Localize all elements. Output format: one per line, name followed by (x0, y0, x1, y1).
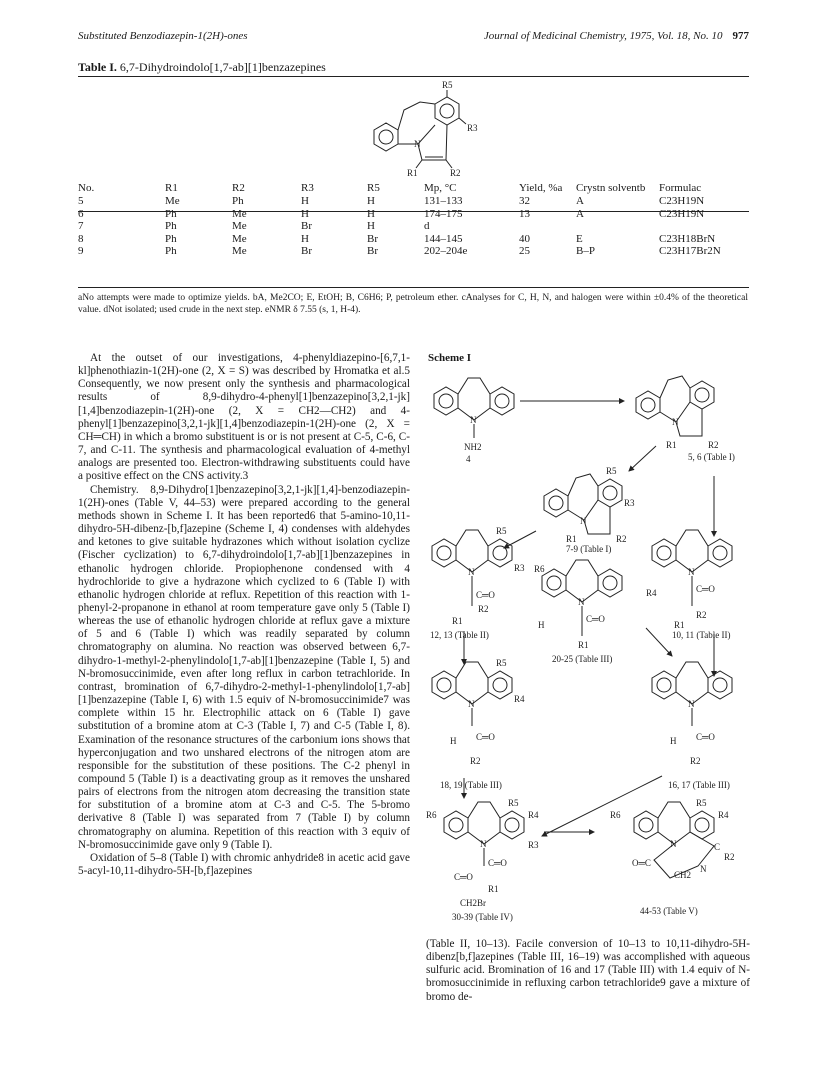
table-cell: Ph (232, 195, 244, 207)
table-caption (78, 60, 326, 75)
table-cell: H (301, 232, 309, 245)
label-44-53: 44-53 (Table V) (640, 906, 698, 916)
s4453-ch2: CH2 (674, 870, 692, 880)
table-top-rule (78, 76, 749, 77)
table-title: 6,7-Dihydroindolo[1,7-ab][1]benzazepines (119, 60, 326, 74)
s3039-r1: R1 (488, 884, 499, 894)
table-cell: 131–133 (424, 195, 463, 207)
header-left: Substituted Benzodiazepin-1(2H)-ones (78, 30, 248, 42)
table-cell: Me (232, 232, 247, 245)
table-cell: C23H18BrN (659, 232, 716, 245)
s1819-r4: R4 (514, 694, 525, 704)
s4453-n: N (670, 839, 677, 849)
struct-r1: R1 (407, 168, 418, 178)
table-cell: Ph (165, 207, 177, 220)
table-label: Table I. (78, 60, 117, 74)
s79-r3: R3 (624, 498, 635, 508)
s1011-n: N (688, 567, 695, 577)
table-cell: 25 (519, 245, 530, 257)
column-header: Crystn solventb (576, 182, 646, 194)
table-cell: Br (301, 245, 312, 257)
s79-r2: R2 (616, 534, 627, 544)
table-cell: Br (367, 232, 378, 245)
table-cell: 5 (78, 195, 84, 207)
s79-r5: R5 (606, 466, 617, 476)
s1819-h: H (450, 736, 457, 746)
data-table (78, 182, 748, 258)
s1819-n: N (468, 699, 475, 709)
label-18-19: 18, 19 (Table III) (440, 780, 502, 790)
s3039-co2: C═O (454, 872, 473, 882)
table-row (78, 220, 748, 233)
s4453-c: C (714, 842, 721, 852)
s2025-h: H (538, 620, 545, 630)
scheme-drawing (424, 366, 754, 926)
s4453-r5: R5 (696, 798, 707, 808)
label-5-6: 5, 6 (Table I) (688, 452, 735, 462)
s79-n: N (580, 516, 587, 526)
table-row (78, 208, 748, 221)
table-structure (330, 80, 510, 178)
table-header (78, 182, 748, 195)
label-30-39: 30-39 (Table IV) (452, 912, 513, 922)
table-footnote: aNo attempts were made to optimize yields. bA, Me2CO; E, EtOH; B, C6H6; P, petroleum ether. cAnalyses for C, H, N, and halogen were within ±0.4% of the theoretical value. dNot isolated; used crude in the next step. eNMR δ 7.55 (s, 1, H-4). (78, 293, 748, 315)
table-cell (576, 220, 659, 233)
s79-r1: R1 (566, 534, 577, 544)
table-cell: H (301, 207, 309, 220)
table-cell: H (367, 207, 375, 220)
column-header: Formulac (659, 182, 702, 194)
table-cell: Ph (165, 232, 177, 245)
table-cell: Ph (165, 220, 177, 232)
table-cell: 13 (519, 207, 530, 220)
s2025-r6: R6 (534, 564, 545, 574)
page-number: 977 (732, 30, 749, 42)
table-cell: H (367, 195, 375, 207)
s1617-n: N (688, 699, 695, 709)
s4453-oc: O═C (632, 858, 651, 868)
s3039-co1: C═O (488, 858, 507, 868)
body-right-column (426, 938, 750, 1004)
s1213-n: N (468, 567, 475, 577)
table-cell: C23H17Br2N (659, 245, 721, 257)
column-header: No. (78, 182, 95, 194)
s1011-r4: R4 (646, 588, 657, 598)
table-cell: Me (232, 207, 247, 220)
table-cell: d (424, 220, 430, 232)
s1617-r2: R2 (690, 756, 701, 766)
table-cell: A (576, 195, 584, 207)
s1011-r2: R2 (696, 610, 707, 620)
s1011-co: C═O (696, 584, 715, 594)
s3039-n: N (480, 839, 487, 849)
s1213-r3: R3 (514, 563, 525, 573)
paragraph-2: Chemistry. 8,9-Dihydro[1]benzazepino[3,2,1-jk][1,4]-benzodiazepin-1(2H)-ones (Table V, 44–53) were prepared according to the general methods shown in Scheme I. It has been reported6 that 5-amino-10,11-dihydro-5H-dibenz-[b,f]azepine (Scheme I, 4) condenses with aldehydes and ketones to give suitable hydrazones which without isolation cyclize (Fischer cyclization) to 6,7-dihydroindolo[1,7-ab][1]benzazepines in ethanolic hydrogen chloride. Propiophenone condensed with 4 hydrochloride to give a hydrazone which cyclized to 6 (Table I) with ethanolic hydrogen chloride at reflux. Repetition of this reaction with 1-phenyl-2-propanone in ethanol at room temperature gave only 5 (Table I) whereas the use of ethanolic hydrogen chloride at reflux gave a mixture of 5 and 6 (Table I) which was readily separated by column chromatography on alumina. No reaction was observed between 6,7-dihydro-1-methyl-2-phenylindolo[1,7-ab][1]benzazepine (Table I, 5) and N-bromosuccinimide, even after long reflux in carbon tetrachloride. In contrast, bromination of 6,7-dihydro-2-methyl-1-phenylindolo[1,7-ab][1]benzazepine (Table I, 6) with 1.5 equiv of N-bromosuccinimide7 was complete within 15 hr. Electrophilic attack on 6 (Table I) gave substitution of a bromine atom at C-3 (Table I, 7) and C-5 (Table I, 8). Examination of the resonance structures of the carbonium ions shows that hyperconjugation and two unshared electrons of the nitrogen atom are responsible for the substitution of these positions. The C-2 phenyl in compound 5 (Table I) is a deactivating group as it removes the unshared pairs of electrons from the nitrogen atom decreasing the transition state for substitution of a bromine atom at C-3 and C-5. The 5-bromo derivative 8 (Table I) was separated from 7 (Table I) by column chromatography on alumina. Repetition of this reaction with 3 equiv of N-bromosuccinimide gave only 9 (Table I). (78, 483, 410, 851)
label-4: 4 (466, 454, 471, 464)
table-row (78, 195, 748, 208)
table-cell: B–P (576, 245, 595, 257)
s1819-r2: R2 (470, 756, 481, 766)
column-header: R1 (165, 182, 178, 194)
s2025-n: N (578, 597, 585, 607)
s1213-r1: R1 (452, 616, 463, 626)
struct-n: N (414, 139, 421, 149)
column-header: R2 (232, 182, 245, 194)
column-header: R5 (367, 182, 380, 194)
s4453-r4: R4 (718, 810, 729, 820)
s3039-r5: R5 (508, 798, 519, 808)
struct-r5: R5 (442, 80, 453, 90)
table-cell: H (301, 195, 309, 207)
table-cell: 32 (519, 195, 530, 207)
s4-n: N (470, 415, 477, 425)
s4453-r6: R6 (610, 810, 621, 820)
table-cell: Me (165, 195, 180, 207)
header-right: Journal of Medicinal Chemistry, 1975, Vol. 18, No. 10 977 (483, 30, 749, 42)
s3039-r4: R4 (528, 810, 539, 820)
s4453-n2: N (700, 864, 707, 874)
column-header: R3 (301, 182, 314, 194)
s56-r2: R2 (708, 440, 719, 450)
s3039-r3: R3 (528, 840, 539, 850)
table-cell: 174–175 (424, 207, 463, 220)
s1213-co: C═O (476, 590, 495, 600)
s1819-co: C═O (476, 732, 495, 742)
table-cell: C23H19N (659, 195, 705, 207)
s56-n: N (672, 417, 679, 427)
right-paragraph: (Table II, 10–13). Facile conversion of 10–13 to 10,11-dihydro-5H-dibenz[b,f]azepines (Table III, 16–19) was accomplished with aqueous sulfuric acid. Bromination of 16 and 17 (Table III) with 1.4 equiv of N-bromosuccinimide in refluxing carbon tetrachloride9 gave a mixture of bromo de- (426, 938, 750, 1003)
table-body (78, 195, 748, 258)
label-7-9: 7-9 (Table I) (566, 544, 612, 554)
table-cell: Br (367, 245, 378, 257)
label-10-11: 10, 11 (Table II) (672, 630, 731, 640)
table-cell: 202–204e (424, 245, 468, 257)
s1011-r1: R1 (674, 620, 685, 630)
s2025-co: C═O (586, 614, 605, 624)
s1213-r2: R2 (478, 604, 489, 614)
table-cell: 9 (78, 245, 84, 257)
s3039-r6: R6 (426, 810, 437, 820)
paragraph-3: Oxidation of 5–8 (Table I) with chromic anhydride8 in acetic acid gave 5-acyl-10,11-dihydro-5H-[b,f]azepines (78, 851, 410, 878)
table-cell (519, 220, 576, 233)
s4453-r2: R2 (724, 852, 735, 862)
s56-r1: R1 (666, 440, 677, 450)
label-12-13: 12, 13 (Table II) (430, 630, 489, 640)
table-row (78, 233, 748, 246)
table-row (78, 245, 748, 258)
s1617-h: H (670, 736, 677, 746)
table-cell: Ph (165, 245, 177, 257)
table-cell: 7 (78, 220, 84, 232)
table-cell: Me (232, 245, 247, 257)
body-left-column (78, 352, 410, 878)
paragraph-1: At the outset of our investigations, 4-phenyldiazepino-[6,7,1-kl]phenothiazin-1(2H)-one (2, X = S) was described by Hromatka et al.5 Consequently, we now present only the synthesis and pharmacological results of 8,9-dihydro-4-phenyl[1]benzazepino[3,2,1-jk][1,4]benzodiazepin-1(2H)-one (2, X = CH2—CH2) and 4-phenyl[1]benzazepino[3,2,1-jk][1,4]benzodiazepin-1(2H)-one (2, X = CH═CH) in which a bromo substituent is or is not present at C-5, C-6, C-7, and C-11. The synthesis and pharmacological evaluation of 4-methyl analogs are presented too. Electron-withdrawing substituents could have a positive effect on the CNS activity.3 (78, 352, 410, 483)
table-cell: Br (301, 220, 312, 232)
table-cell (659, 220, 748, 233)
table-cell: H (367, 220, 375, 232)
s2025-r1: R1 (578, 640, 589, 650)
column-header: Yield, %a (519, 182, 563, 194)
table-cell: 6 (78, 207, 84, 220)
table-cell: C23H19N (659, 207, 705, 220)
table-cell: A (576, 207, 584, 220)
s1819-r5: R5 (496, 658, 507, 668)
label-20-25: 20-25 (Table III) (552, 654, 613, 664)
s1213-r5: R5 (496, 526, 507, 536)
table-bottom-rule (78, 287, 749, 288)
s4-nh2: NH2 (464, 442, 482, 452)
table-cell: E (576, 232, 583, 245)
struct-r2: R2 (450, 168, 461, 178)
table-cell: Me (232, 220, 247, 232)
struct-r3: R3 (467, 123, 478, 133)
scheme-title: Scheme I (428, 352, 472, 364)
table-cell: 8 (78, 232, 84, 245)
table-cell: 40 (519, 232, 530, 245)
column-header: Mp, °C (424, 182, 457, 194)
s1617-co: C═O (696, 732, 715, 742)
table-cell: 144–145 (424, 232, 463, 245)
table-header-rule (78, 211, 749, 212)
s3039-ch2br: CH2Br (460, 898, 487, 908)
label-16-17: 16, 17 (Table III) (668, 780, 730, 790)
